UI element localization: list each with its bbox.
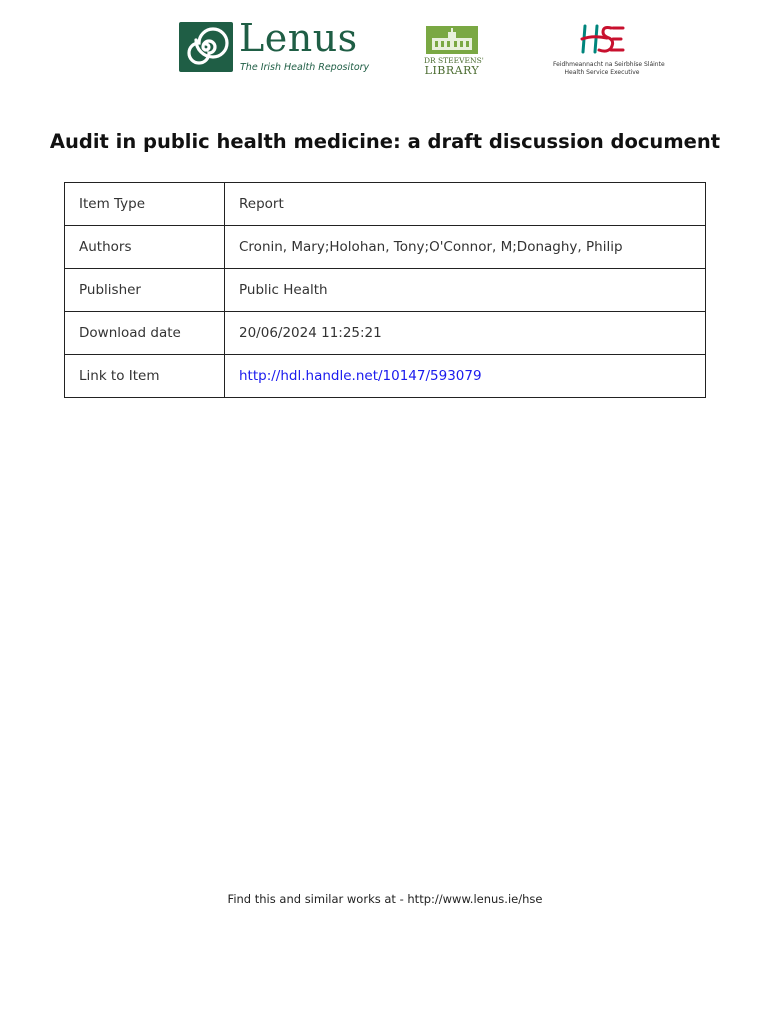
logo-bar <box>0 16 770 80</box>
footer-text: Find this and similar works at - http://www.lenus.ie/hse <box>227 892 543 906</box>
metadata-label: Item Type <box>65 183 225 226</box>
metadata-value: Cronin, Mary;Holohan, Tony;O'Connor, M;Donaghy, Philip <box>225 226 706 269</box>
metadata-label: Authors <box>65 226 225 269</box>
stevens-library-label: LIBRARY <box>424 64 480 77</box>
lenus-wordmark: Lenus <box>239 16 358 60</box>
metadata-row <box>65 183 706 226</box>
metadata-value-cell <box>225 355 706 398</box>
stevens-library-logo <box>424 24 484 78</box>
item-link[interactable]: http://hdl.handle.net/10147/593079 <box>239 368 482 384</box>
lenus-spiral-icon <box>179 22 233 74</box>
library-building-icon <box>424 24 480 56</box>
hse-english-name: Health Service Executive <box>564 69 640 76</box>
lenus-logo <box>179 16 370 78</box>
metadata-value: Report <box>225 183 706 226</box>
hse-irish-name: Feidhmeannacht na Seirbhíse Sláinte <box>553 61 665 68</box>
lenus-tagline: The Irish Health Repository <box>240 62 370 73</box>
hse-mark-icon <box>553 22 651 60</box>
metadata-label: Download date <box>65 312 225 355</box>
metadata-label: Link to Item <box>65 355 225 398</box>
metadata-row <box>65 226 706 269</box>
hse-logo <box>553 22 665 78</box>
stevens-name: DR STEEVENS' <box>424 56 484 65</box>
metadata-value: Public Health <box>225 269 706 312</box>
metadata-row <box>65 269 706 312</box>
document-title: Audit in public health medicine: a draft discussion document <box>49 130 721 153</box>
metadata-row <box>65 355 706 398</box>
metadata-label: Publisher <box>65 269 225 312</box>
metadata-value: 20/06/2024 11:25:21 <box>225 312 706 355</box>
metadata-table <box>64 182 706 398</box>
metadata-row <box>65 312 706 355</box>
